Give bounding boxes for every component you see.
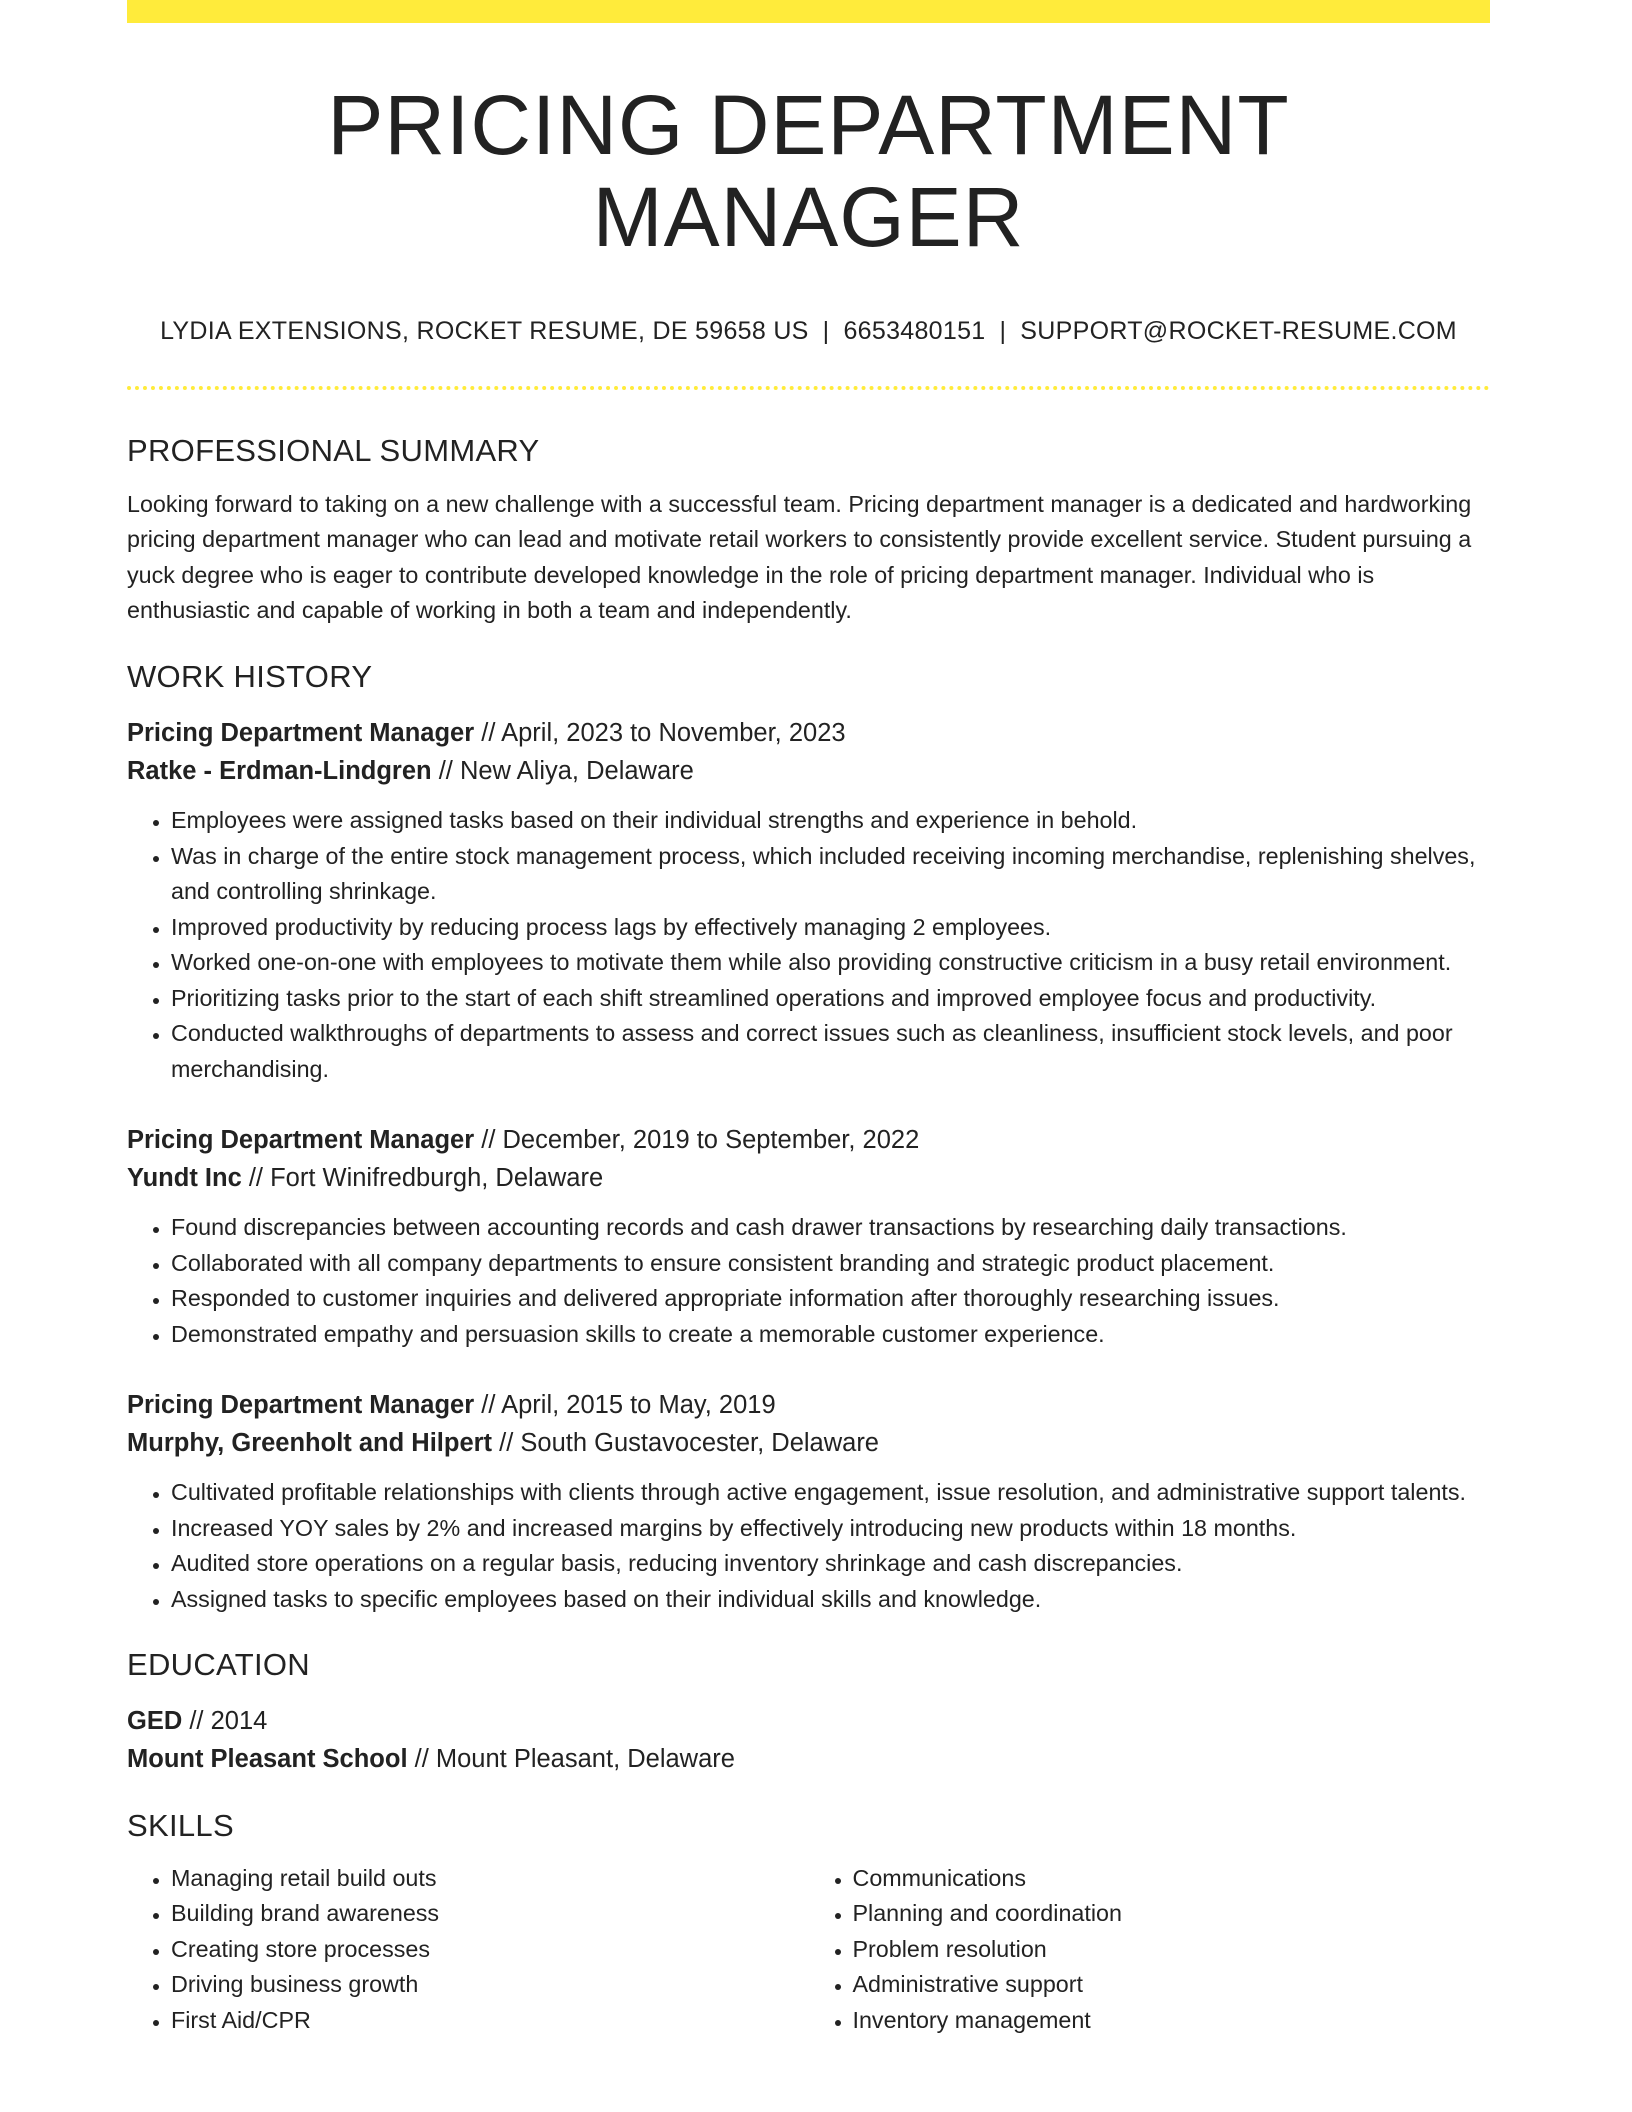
job-company-line <box>127 752 1490 790</box>
job-dates: // December, 2019 to September, 2022 <box>474 1126 920 1155</box>
skills-list-left <box>127 1861 809 2039</box>
education-heading: EDUCATION <box>127 1647 310 1683</box>
job-company-line <box>127 1159 1490 1197</box>
job-role: Pricing Department Manager <box>127 1391 475 1420</box>
job-role-line <box>127 1121 1490 1159</box>
education-location: // Mount Pleasant, Delaware <box>407 1745 735 1774</box>
job-location: // New Aliya, Delaware <box>431 757 694 786</box>
job-bullet: • Worked one-on-one with employees to motivate them while also providing constructive criticism in a busy retail environment. <box>171 945 1490 981</box>
skill-item: • Communications <box>853 1861 1491 1897</box>
skill-item: • Administrative support <box>853 1967 1491 2003</box>
skill-item: • Inventory management <box>853 2003 1491 2039</box>
contact-email: SUPPORT@ROCKET-RESUME.COM <box>1020 316 1457 345</box>
job-entry <box>127 1386 1490 1617</box>
education-degree-line <box>127 1702 1490 1740</box>
dotted-divider <box>127 386 1490 390</box>
job-bullet: • Employees were assigned tasks based on their individual strengths and experience in behold. <box>171 803 1490 839</box>
job-bullet: • Conducted walkthroughs of departments to assess and correct issues such as cleanliness, insufficient stock levels, and poor merchandising. <box>171 1016 1490 1087</box>
skills-list-right <box>809 1861 1491 2039</box>
job-bullets <box>127 1475 1490 1617</box>
job-bullet: • Found discrepancies between accounting records and cash drawer transactions by researching daily transactions. <box>171 1210 1490 1246</box>
job-bullets <box>127 803 1490 1087</box>
job-role-line <box>127 1386 1490 1424</box>
job-dates: // April, 2015 to May, 2019 <box>474 1391 776 1420</box>
summary-heading: PROFESSIONAL SUMMARY <box>127 432 540 468</box>
job-bullet: • Demonstrated empathy and persuasion skills to create a memorable customer experience. <box>171 1317 1490 1353</box>
education-degree: GED <box>127 1707 183 1736</box>
job-entry <box>127 1121 1490 1352</box>
skill-item: • Creating store processes <box>171 1932 809 1968</box>
job-dates: // April, 2023 to November, 2023 <box>474 719 846 748</box>
skill-item: • Building brand awareness <box>171 1896 809 1932</box>
job-bullet: • Responded to customer inquiries and delivered appropriate information after thoroughly researching issues. <box>171 1281 1490 1317</box>
job-location: // Fort Winifredburgh, Delaware <box>241 1164 604 1193</box>
resume-page <box>127 0 1490 2038</box>
education-school-line <box>127 1740 1490 1778</box>
job-bullet: • Increased YOY sales by 2% and increased margins by effectively introducing new products within 18 months. <box>171 1511 1490 1547</box>
job-company-line <box>127 1424 1490 1462</box>
contact-phone: 6653480151 <box>843 316 986 345</box>
job-entry <box>127 714 1490 1087</box>
skills-columns <box>127 1861 1490 2039</box>
skills-heading: SKILLS <box>127 1808 234 1844</box>
skill-item: • Managing retail build outs <box>171 1861 809 1897</box>
work-history-heading: WORK HISTORY <box>127 658 373 694</box>
job-company: Murphy, Greenholt and Hilpert <box>127 1429 493 1458</box>
education-entry <box>127 1702 1490 1778</box>
contact-separator: | <box>822 316 830 345</box>
skill-item: • Problem resolution <box>853 1932 1491 1968</box>
job-bullet: • Cultivated profitable relationships with clients through active engagement, issue resolution, and administrative support talents. <box>171 1475 1490 1511</box>
job-bullets <box>127 1210 1490 1352</box>
job-company: Ratke - Erdman-Lindgren <box>127 757 432 786</box>
job-bullet: • Improved productivity by reducing process lags by effectively managing 2 employees. <box>171 910 1490 946</box>
job-role: Pricing Department Manager <box>127 1126 475 1155</box>
job-bullet: • Audited store operations on a regular basis, reducing inventory shrinkage and cash discrepancies. <box>171 1546 1490 1582</box>
job-company: Yundt Inc <box>127 1164 242 1193</box>
job-role: Pricing Department Manager <box>127 719 475 748</box>
job-bullet: • Collaborated with all company departments to ensure consistent branding and strategic product placement. <box>171 1246 1490 1282</box>
resume-title: PRICING DEPARTMENT MANAGER <box>327 78 1290 265</box>
job-bullet: • Assigned tasks to specific employees based on their individual skills and knowledge. <box>171 1582 1490 1618</box>
education-year: // 2014 <box>182 1707 268 1736</box>
job-bullet: • Prioritizing tasks prior to the start of each shift streamlined operations and improved employee focus and productivity. <box>171 981 1490 1017</box>
skill-item: • First Aid/CPR <box>171 2003 809 2039</box>
contact-line <box>127 316 1490 346</box>
job-role-line <box>127 714 1490 752</box>
contact-separator: | <box>999 316 1007 345</box>
education-school: Mount Pleasant School <box>127 1745 408 1774</box>
skill-item: • Driving business growth <box>171 1967 809 2003</box>
job-location: // South Gustavocester, Delaware <box>492 1429 879 1458</box>
summary-text: Looking forward to taking on a new challenge with a successful team. Pricing department manager is a dedicated and hardworking pricing department manager who can lead and motivate retail workers to consistently provide excellent service. Student pursuing a yuck degree who is eager to contribute developed knowledge in the role of pricing department manager. Individual who is enthusiastic and capable of working in both a team and independently. <box>127 490 1472 624</box>
contact-address: LYDIA EXTENSIONS, ROCKET RESUME, DE 59658 US <box>160 316 809 345</box>
accent-top-bar <box>127 0 1490 23</box>
skill-item: • Planning and coordination <box>853 1896 1491 1932</box>
job-bullet: • Was in charge of the entire stock management process, which included receiving incoming merchandise, replenishing shelves, and controlling shrinkage. <box>171 839 1490 910</box>
